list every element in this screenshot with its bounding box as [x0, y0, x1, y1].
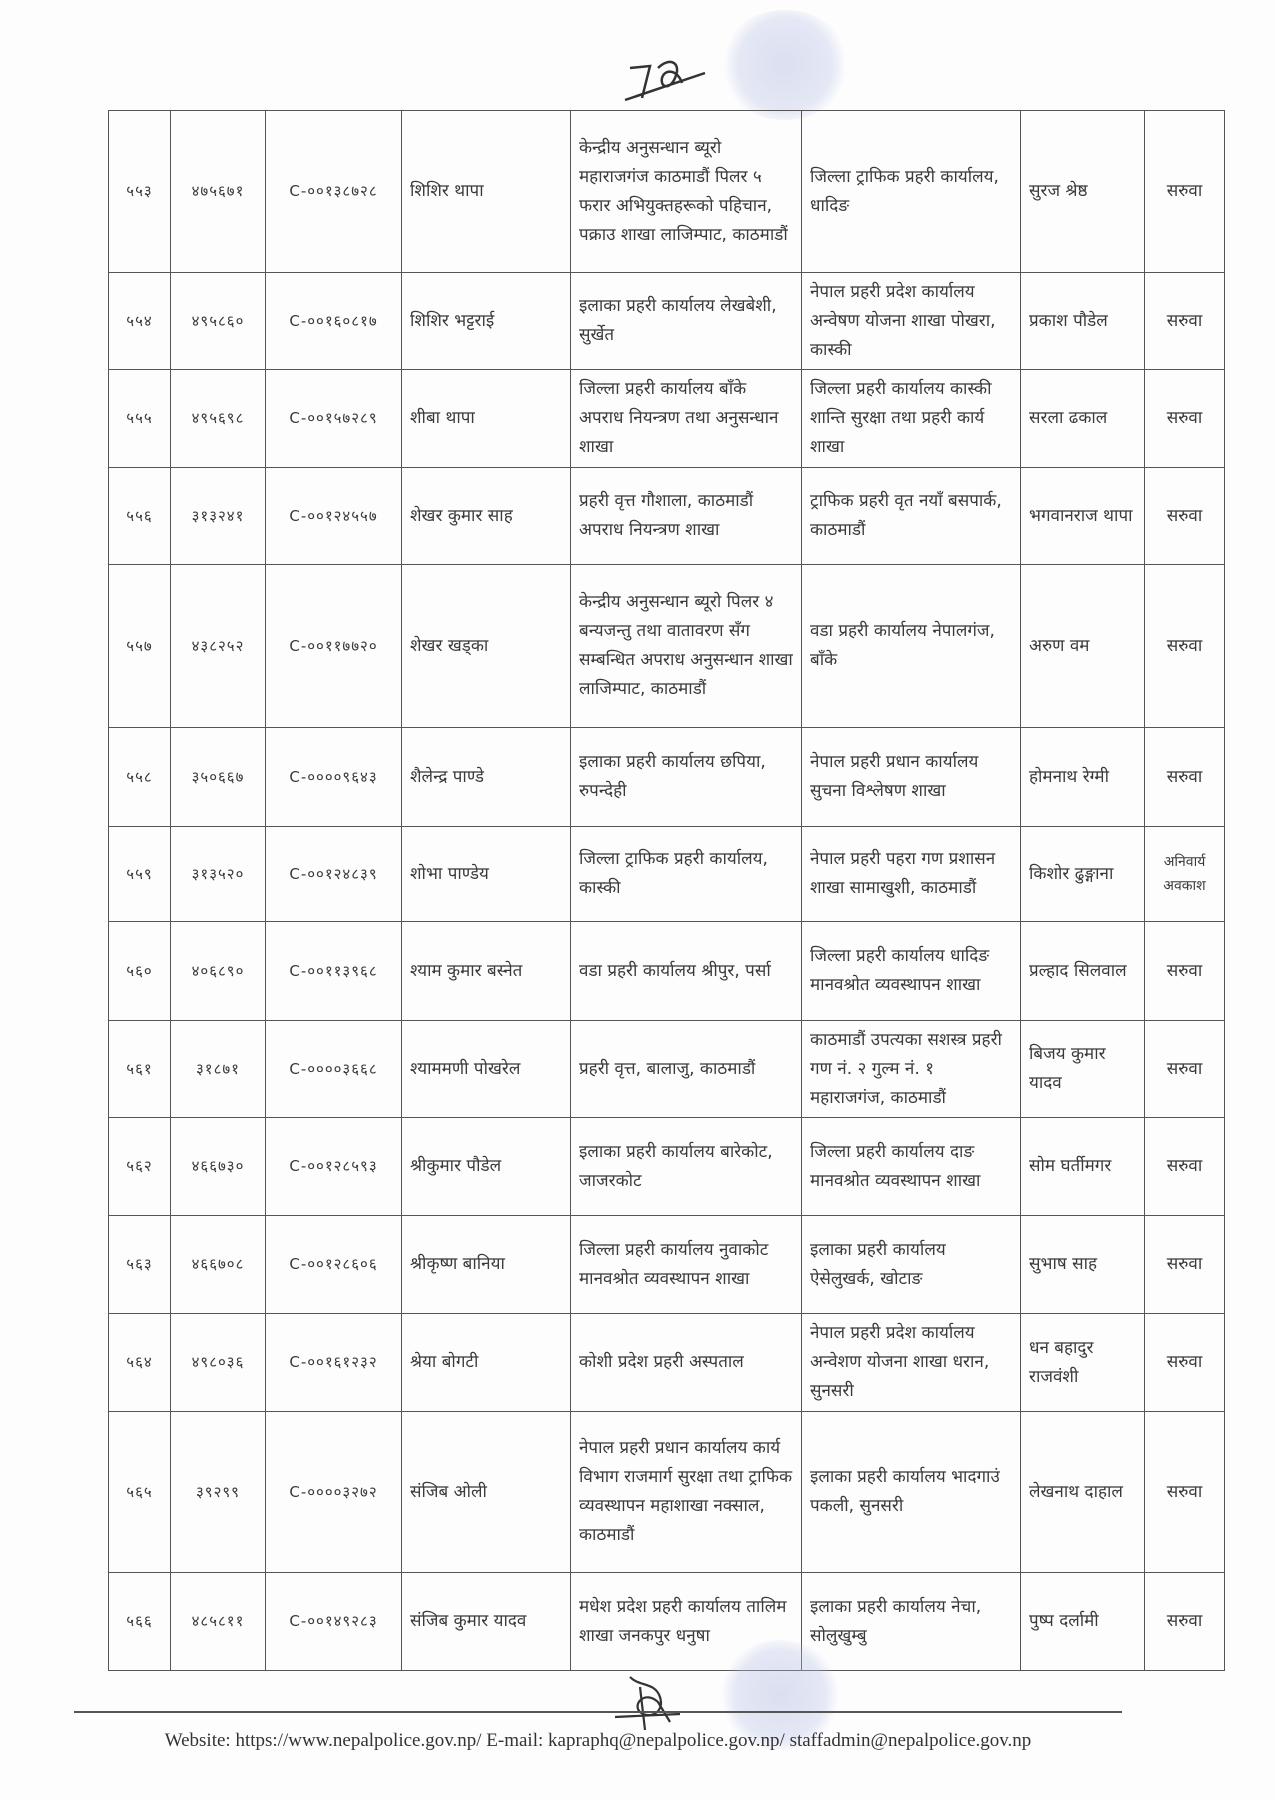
- current-office-cell: प्रहरी वृत्त, बालाजु, काठमाडौं: [571, 1021, 802, 1118]
- signature-bottom: [610, 1672, 690, 1732]
- remark-cell: सरुवा: [1145, 1573, 1225, 1671]
- employee-id-cell: ४८५८११: [171, 1573, 266, 1671]
- remark-cell: अनिवार्य अवकाश: [1145, 827, 1225, 922]
- code-number-cell: C-००१३८७२८: [266, 111, 402, 273]
- remark-cell: सरुवा: [1145, 1021, 1225, 1118]
- employee-id-cell: ३९२९९: [171, 1412, 266, 1573]
- transfer-table: [108, 110, 1225, 1671]
- serial-number-cell: ५५४: [109, 273, 171, 370]
- replacement-name-cell: प्रल्हाद सिलवाल: [1021, 922, 1145, 1021]
- replacement-name-cell: धन बहादुर राजवंशी: [1021, 1314, 1145, 1412]
- transfer-office-cell: जिल्ला प्रहरी कार्यालय कास्की शान्ति सुरक्षा तथा प्रहरी कार्य शाखा: [802, 370, 1021, 468]
- replacement-name-cell: भगवानराज थापा: [1021, 468, 1145, 565]
- employee-name-cell: शोभा पाण्डेय: [402, 827, 571, 922]
- current-office-cell: मधेश प्रदेश प्रहरी कार्यालय तालिम शाखा जनकपुर धनुषा: [571, 1573, 802, 1671]
- serial-number-cell: ५६२: [109, 1118, 171, 1216]
- code-number-cell: C-००१२८६०६: [266, 1216, 402, 1314]
- table-row: [109, 111, 1225, 273]
- footer-divider: [74, 1711, 1122, 1713]
- serial-number-cell: ५६४: [109, 1314, 171, 1412]
- code-number-cell: C-००१४९२८३: [266, 1573, 402, 1671]
- signature-top: [620, 38, 720, 108]
- transfer-office-cell: नेपाल प्रहरी प्रदेश कार्यालय अन्वेशण योजना शाखा धरान, सुनसरी: [802, 1314, 1021, 1412]
- current-office-cell: इलाका प्रहरी कार्यालय बारेकोट, जाजरकोट: [571, 1118, 802, 1216]
- employee-id-cell: ४६६७३०: [171, 1118, 266, 1216]
- current-office-cell: नेपाल प्रहरी प्रधान कार्यालय कार्य विभाग राजमार्ग सुरक्षा तथा ट्राफिक व्यवस्थापन महाशाखा नक्साल, काठमाडौं: [571, 1412, 802, 1573]
- replacement-name-cell: अरुण वम: [1021, 565, 1145, 728]
- remark-cell: सरुवा: [1145, 565, 1225, 728]
- remark-cell: सरुवा: [1145, 1314, 1225, 1412]
- current-office-cell: जिल्ला प्रहरी कार्यालय बाँके अपराध नियन्त्रण तथा अनुसन्धान शाखा: [571, 370, 802, 468]
- serial-number-cell: ५५९: [109, 827, 171, 922]
- table-row: [109, 827, 1225, 922]
- employee-name-cell: श्याम कुमार बस्नेत: [402, 922, 571, 1021]
- replacement-name-cell: पुष्प दर्लामी: [1021, 1573, 1145, 1671]
- current-office-cell: केन्द्रीय अनुसन्धान ब्यूरो महाराजगंज काठमाडौं पिलर ५ फरार अभियुक्तहरूको पहिचान, पक्राउ शाखा लाजिम्पाट, काठमाडौं: [571, 111, 802, 273]
- employee-id-cell: ३१८७१: [171, 1021, 266, 1118]
- employee-name-cell: शेखर कुमार साह: [402, 468, 571, 565]
- remark-cell: सरुवा: [1145, 922, 1225, 1021]
- table-row: [109, 1118, 1225, 1216]
- serial-number-cell: ५५३: [109, 111, 171, 273]
- employee-id-cell: ४९८०३६: [171, 1314, 266, 1412]
- serial-number-cell: ५५६: [109, 468, 171, 565]
- employee-id-cell: ४६६७०८: [171, 1216, 266, 1314]
- table-row: [109, 1216, 1225, 1314]
- employee-name-cell: श्रीकृष्ण बानिया: [402, 1216, 571, 1314]
- employee-name-cell: शेखर खड्का: [402, 565, 571, 728]
- replacement-name-cell: लेखनाथ दाहाल: [1021, 1412, 1145, 1573]
- current-office-cell: कोशी प्रदेश प्रहरी अस्पताल: [571, 1314, 802, 1412]
- code-number-cell: C-००१२४५५७: [266, 468, 402, 565]
- transfer-office-cell: वडा प्रहरी कार्यालय नेपालगंज, बाँके: [802, 565, 1021, 728]
- current-office-cell: केन्द्रीय अनुसन्धान ब्यूरो पिलर ४ बन्यजन्तु तथा वातावरण सँग सम्बन्धित अपराध अनुसन्धान शाखा लाजिम्पाट, काठमाडौं: [571, 565, 802, 728]
- replacement-name-cell: होमनाथ रेग्मी: [1021, 728, 1145, 827]
- table-row: [109, 922, 1225, 1021]
- official-seal-top: [720, 10, 850, 120]
- employee-id-cell: ४९५६९८: [171, 370, 266, 468]
- employee-id-cell: ३५०६६७: [171, 728, 266, 827]
- remark-cell: सरुवा: [1145, 273, 1225, 370]
- current-office-cell: इलाका प्रहरी कार्यालय छपिया, रुपन्देही: [571, 728, 802, 827]
- code-number-cell: C-००१६१२३२: [266, 1314, 402, 1412]
- employee-name-cell: शिशिर भट्टराई: [402, 273, 571, 370]
- table-row: [109, 468, 1225, 565]
- table-row: [109, 273, 1225, 370]
- employee-id-cell: ४७५६७१: [171, 111, 266, 273]
- code-number-cell: C-००१२८५९३: [266, 1118, 402, 1216]
- current-office-cell: प्रहरी वृत्त गौशाला, काठमाडौं अपराध नियन्त्रण शाखा: [571, 468, 802, 565]
- transfer-office-cell: जिल्ला प्रहरी कार्यालय धादिङ मानवश्रोत व्यवस्थापन शाखा: [802, 922, 1021, 1021]
- replacement-name-cell: सोम घर्तीमगर: [1021, 1118, 1145, 1216]
- transfer-office-cell: नेपाल प्रहरी प्रदेश कार्यालय अन्वेषण योजना शाखा पोखरा, कास्की: [802, 273, 1021, 370]
- replacement-name-cell: सुभाष साह: [1021, 1216, 1145, 1314]
- current-office-cell: इलाका प्रहरी कार्यालय लेखबेशी, सुर्खेत: [571, 273, 802, 370]
- replacement-name-cell: बिजय कुमार यादव: [1021, 1021, 1145, 1118]
- code-number-cell: C-००००९६४३: [266, 728, 402, 827]
- replacement-name-cell: किशोर ढुङ्गाना: [1021, 827, 1145, 922]
- transfer-office-cell: नेपाल प्रहरी पहरा गण प्रशासन शाखा सामाखुशी, काठमाडौं: [802, 827, 1021, 922]
- current-office-cell: जिल्ला प्रहरी कार्यालय नुवाकोट मानवश्रोत व्यवस्थापन शाखा: [571, 1216, 802, 1314]
- transfer-office-cell: इलाका प्रहरी कार्यालय नेचा, सोलुखुम्बु: [802, 1573, 1021, 1671]
- serial-number-cell: ५६०: [109, 922, 171, 1021]
- serial-number-cell: ५५७: [109, 565, 171, 728]
- current-office-cell: जिल्ला ट्राफिक प्रहरी कार्यालय, कास्की: [571, 827, 802, 922]
- employee-name-cell: शैलेन्द्र पाण्डे: [402, 728, 571, 827]
- serial-number-cell: ५५८: [109, 728, 171, 827]
- table-row: [109, 1021, 1225, 1118]
- transfer-office-cell: इलाका प्रहरी कार्यालय भादगाउं पकली, सुनसरी: [802, 1412, 1021, 1573]
- employee-name-cell: संजिब कुमार यादव: [402, 1573, 571, 1671]
- transfer-office-cell: ट्राफिक प्रहरी वृत नयाँ बसपार्क, काठमाडौं: [802, 468, 1021, 565]
- remark-cell: सरुवा: [1145, 1216, 1225, 1314]
- remark-cell: सरुवा: [1145, 468, 1225, 565]
- remark-cell: सरुवा: [1145, 1412, 1225, 1573]
- employee-id-cell: ४०६८९०: [171, 922, 266, 1021]
- serial-number-cell: ५५५: [109, 370, 171, 468]
- employee-name-cell: शिशिर थापा: [402, 111, 571, 273]
- employee-id-cell: ४९५८६०: [171, 273, 266, 370]
- transfer-office-cell: जिल्ला ट्राफिक प्रहरी कार्यालय, धादिङ: [802, 111, 1021, 273]
- code-number-cell: C-००११३९६८: [266, 922, 402, 1021]
- employee-name-cell: संजिब ओली: [402, 1412, 571, 1573]
- code-number-cell: C-००००३२७२: [266, 1412, 402, 1573]
- remark-cell: सरुवा: [1145, 1118, 1225, 1216]
- serial-number-cell: ५६६: [109, 1573, 171, 1671]
- serial-number-cell: ५६१: [109, 1021, 171, 1118]
- code-number-cell: C-००१६०८१७: [266, 273, 402, 370]
- table-row: [109, 1412, 1225, 1573]
- serial-number-cell: ५६५: [109, 1412, 171, 1573]
- employee-id-cell: ३१३५२०: [171, 827, 266, 922]
- employee-name-cell: श्रीकुमार पौडेल: [402, 1118, 571, 1216]
- replacement-name-cell: सुरज श्रेष्ठ: [1021, 111, 1145, 273]
- employee-name-cell: श्याममणी पोखरेल: [402, 1021, 571, 1118]
- remark-cell: सरुवा: [1145, 111, 1225, 273]
- employee-name-cell: श्रेया बोगटी: [402, 1314, 571, 1412]
- replacement-name-cell: सरला ढकाल: [1021, 370, 1145, 468]
- code-number-cell: C-००१५७२८९: [266, 370, 402, 468]
- table-row: [109, 370, 1225, 468]
- transfer-office-cell: जिल्ला प्रहरी कार्यालय दाङ मानवश्रोत व्यवस्थापन शाखा: [802, 1118, 1021, 1216]
- employee-name-cell: शीबा थापा: [402, 370, 571, 468]
- code-number-cell: C-००११७७२०: [266, 565, 402, 728]
- current-office-cell: वडा प्रहरी कार्यालय श्रीपुर, पर्सा: [571, 922, 802, 1021]
- footer-contact: Website: https://www.nepalpolice.gov.np/ E-mail: kapraphq@nepalpolice.gov.np/ staffadmin@nepalpolice.gov.np: [164, 1730, 1032, 1751]
- replacement-name-cell: प्रकाश पौडेल: [1021, 273, 1145, 370]
- table-row: [109, 565, 1225, 728]
- code-number-cell: C-००१२४८३९: [266, 827, 402, 922]
- table-row: [109, 728, 1225, 827]
- code-number-cell: C-००००३६६८: [266, 1021, 402, 1118]
- remark-cell: सरुवा: [1145, 728, 1225, 827]
- transfer-office-cell: नेपाल प्रहरी प्रधान कार्यालय सुचना विश्लेषण शाखा: [802, 728, 1021, 827]
- employee-id-cell: ४३८२५२: [171, 565, 266, 728]
- serial-number-cell: ५६३: [109, 1216, 171, 1314]
- table-row: [109, 1314, 1225, 1412]
- remark-cell: सरुवा: [1145, 370, 1225, 468]
- employee-id-cell: ३१३२४१: [171, 468, 266, 565]
- table-row: [109, 1573, 1225, 1671]
- transfer-office-cell: इलाका प्रहरी कार्यालय ऐसेलुखर्क, खोटाङ: [802, 1216, 1021, 1314]
- transfer-office-cell: काठमाडौं उपत्यका सशस्त्र प्रहरी गण नं. २ गुल्म नं. १ महाराजगंज, काठमाडौं: [802, 1021, 1021, 1118]
